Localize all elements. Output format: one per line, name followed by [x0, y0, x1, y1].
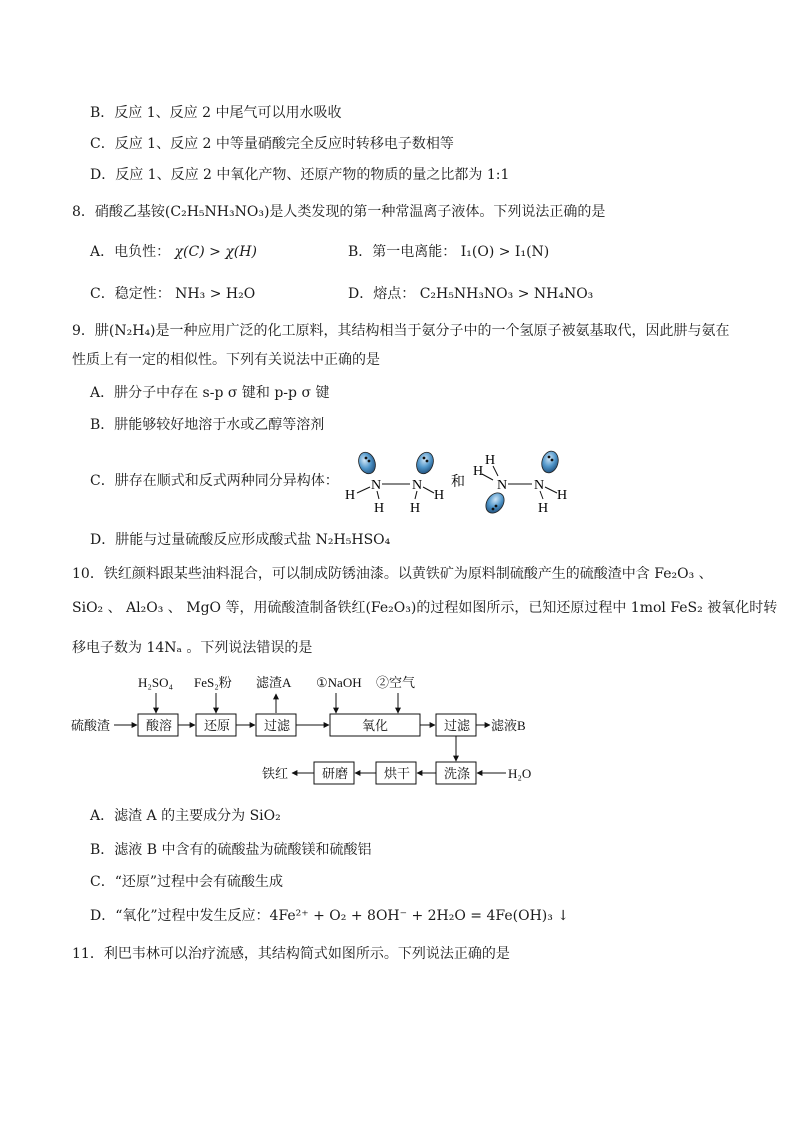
hydrazine-cis-trans-structures: [335, 447, 585, 519]
input-h2o: H₂O: [508, 766, 532, 781]
q8-stem: [72, 202, 605, 222]
atom-n: N: [497, 478, 508, 493]
cis-hydrazine: [345, 450, 444, 516]
q8-option-a: [90, 242, 257, 262]
lone-pair-lobe-icon: [356, 450, 379, 476]
q11-stem: 11．利巴韦林可以治疗流感，其结构简式如图所示。下列说法正确的是: [72, 946, 510, 962]
q8-stem-a: 8．硝酸乙基铵: [72, 204, 165, 220]
input-sulfuric-slag: 硫酸渣: [71, 718, 111, 733]
q7-option-d: D．反应 1、反应 2 中氧化产物、还原产物的物质的量之比都为 1:1: [90, 167, 510, 183]
q7-option-c: C．反应 1、反应 2 中等量硝酸完全反应时转移电子数相等: [90, 136, 454, 152]
atom-h: H: [538, 501, 549, 516]
atom-h: H: [374, 501, 385, 516]
q8-stem-formula: (C₂H₅NH₃NO₃): [164, 204, 270, 220]
atom-h: H: [345, 488, 356, 503]
q8-stem-b: 是人类发现的第一种常温离子液体。下列说法正确的是: [269, 204, 606, 220]
box-wash-label: 洗涤: [444, 766, 471, 781]
atom-h: H: [410, 501, 421, 516]
lone-pair-lobe-icon: [414, 450, 437, 476]
q10-option-c: C．“还原”过程中会有硫酸生成: [90, 874, 284, 890]
q10-stem-line1: 10．铁红颜料跟某些油料混合，可以制成防锈油漆。以黄铁矿为原料制硫酸产生的硫酸渣中含 Fe₂O₃ 、: [72, 566, 713, 582]
box-dry-label: 烘干: [384, 766, 411, 781]
reagent-air: ②空气: [376, 675, 416, 690]
atom-h: H: [434, 488, 445, 503]
atom-n: N: [371, 478, 382, 493]
lone-pair-lobe-icon: [482, 489, 508, 516]
output-iron-red: 铁红: [262, 766, 289, 781]
reagent-fes2: FeS₂粉: [194, 675, 232, 690]
q8-option-d-label: D．熔点：: [348, 286, 416, 302]
q8-option-d: [348, 284, 593, 304]
box-reduce-label: 还原: [204, 718, 231, 733]
q8-option-a-expr: χ(C) > χ(H): [174, 244, 257, 260]
q9-option-d: D．肼能与过量硫酸反应形成酸式盐 N₂H₅HSO₄: [90, 532, 391, 548]
atom-n: N: [412, 478, 423, 493]
q8-option-c-label: C．稳定性：: [90, 286, 171, 302]
q8-option-a-label: A．电负性：: [90, 244, 171, 260]
trans-hydrazine: [473, 449, 567, 516]
output-slag-a: 滤渣A: [256, 675, 292, 690]
reagent-h2so4: H₂SO₄: [138, 675, 174, 690]
q8-option-b: [348, 242, 549, 262]
output-filtrate-b: 滤液B: [491, 718, 526, 733]
q8-option-d-expr: C₂H₅NH₃NO₃ > NH₄NO₃: [419, 286, 594, 302]
q8-option-c: [90, 284, 255, 304]
box-grind-label: 研磨: [322, 766, 349, 781]
q9-option-c: C．肼存在顺式和反式两种同分异构体：: [90, 473, 339, 489]
q10-option-b: B．滤液 B 中含有的硫酸盐为硫酸镁和硫酸铝: [90, 842, 372, 858]
atom-h: H: [473, 464, 484, 479]
atom-h: H: [485, 453, 496, 468]
q8-option-c-expr: NH₃ > H₂O: [175, 286, 256, 302]
q9-stem-line2: 性质上有一定的相似性。下列有关说法中正确的是: [72, 352, 380, 368]
and-connector: 和: [451, 475, 465, 490]
reagent-naoh: ①NaOH: [316, 675, 362, 690]
atom-h: H: [557, 488, 568, 503]
box-filter-1-label: 过滤: [264, 718, 291, 733]
atom-n: N: [534, 478, 545, 493]
lone-pair-lobe-icon: [539, 449, 560, 474]
process-flow-diagram: [66, 668, 536, 790]
q7-option-b: B．反应 1、反应 2 中尾气可以用水吸收: [90, 105, 342, 121]
q10-option-a: A．滤渣 A 的主要成分为 SiO₂: [90, 808, 281, 824]
q8-option-b-label: B．第一电离能：: [348, 244, 457, 260]
q9-option-a: A．肼分子中存在 s-p σ 键和 p-p σ 键: [90, 385, 330, 401]
q9-stem-line1: 9．肼(N₂H₄)是一种应用广泛的化工原料，其结构相当于氨分子中的一个氢原子被氨基取代，因此肼与氨在: [72, 323, 730, 339]
q10-stem-line3: 移电子数为 14Nₐ 。下列说法错误的是: [72, 640, 313, 656]
box-filter-2-label: 过滤: [444, 718, 471, 733]
q9-option-b: B．肼能够较好地溶于水或乙醇等溶剂: [90, 417, 325, 433]
q10-option-d: D．“氧化”过程中发生反应：4Fe²⁺ + O₂ + 8OH⁻ + 2H₂O = 4Fe(OH)₃ ↓: [90, 908, 570, 924]
q8-option-b-expr: I₁(O) > I₁(N): [460, 244, 550, 260]
box-acid-dissolve-label: 酸溶: [146, 718, 173, 733]
box-oxidize-label: 氧化: [362, 718, 389, 733]
q10-stem-line2: SiO₂ 、 Al₂O₃ 、 MgO 等，用硫酸渣制备铁红(Fe₂O₃)的过程如图所示，已知还原过程中 1mol FeS₂ 被氧化时转: [72, 600, 778, 616]
